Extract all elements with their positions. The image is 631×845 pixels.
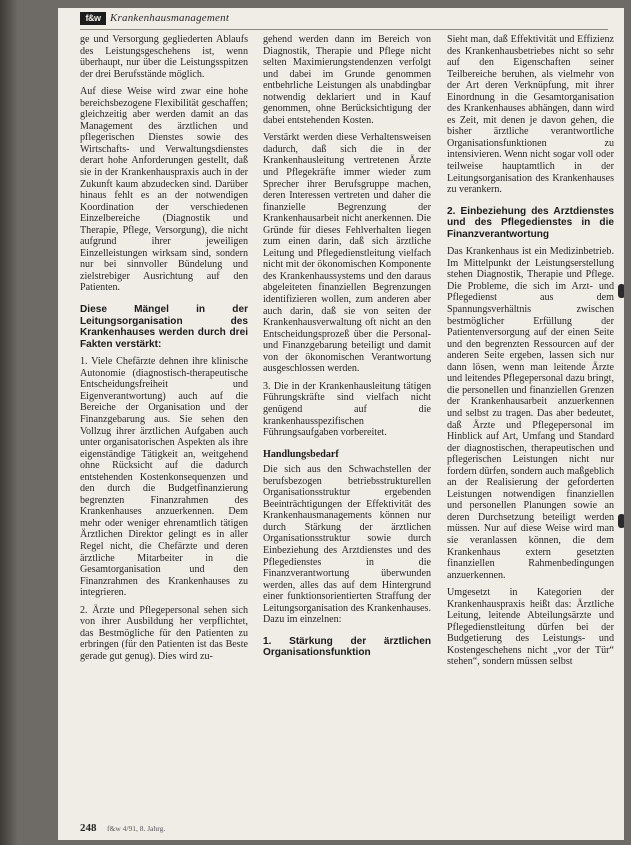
subsection-heading: 1. Stärkung der ärztlichen Organisationsfunktion	[263, 635, 431, 659]
text-column-3	[447, 34, 614, 674]
subsection-heading: 2. Einbeziehung des Arztdienstes und des Pflegedienstes in die Finanzverantwortung	[447, 205, 614, 240]
punch-hole-mark	[618, 514, 624, 528]
text-column-2	[263, 34, 431, 665]
paragraph: Verstärkt werden diese Verhaltensweisen dadurch, daß sich die in der Krankenhausleitung vertretenen Ärzte und Pflegekräfte immer wieder zum Sprecher ihrer Berufsgruppe machen, deren Interessen vertreten und daher die finanzielle Begrenzung der Krankenhausarbeit nicht anerkennen. Die Gründe für dieses Fehlverhalten liegen zum einen darin, daß sich ärztliche Leitung und Pflegedienstleitung vielfach nicht mit der ökonomischen Komponente des Krankenhaussystems und den daraus abgeleiteten finanziellen Begrenzungen identifizieren wollen, zum anderen aber auch darin, daß sie von seiten der Krankenhausverwaltung oft nicht an den Entscheidungsprozeß über die Personal- und Finanzgebarung beteiligt und damit von der ökonomischen Verantwortung ausgeschlossen werden.	[263, 132, 431, 375]
journal-reference: f&w 4/91, 8. Jahrg.	[107, 824, 166, 833]
paragraph: Die sich aus den Schwachstellen der berufsbezogen betriebsstrukturellen Organisationsstruktur ergebenden Beeinträchtigungen der Effektivität des Krankenhausmanagements können nur durch Stärkung der ärztlichen Organisationsstruktur sowie durch Einbeziehung des Arztdienstes und des Pflegedienstes in die Finanzverantwortung überwunden werden, alles das auf dem Hintergrund einer funktionsorientierten Straffung der Leitungsorganisation des Krankenhauses. Dazu im einzelnen:	[263, 464, 431, 626]
paragraph: Sieht man, daß Effektivität und Effizienz des Krankenhausbetriebes nicht so sehr auf den Eigenschaften seiner Teilbereiche beruhen, als vielmehr von der Art deren Verknüpfung, mit ihrer Einordnung in die Gesamtorganisation des Krankenhauses abhängen, dann wird es Zeit, mit denen je davon gehen, die bisher ärztliche verantwortliche Organisationsfunktionen zu intensivieren. Wenn nicht sogar voll oder teilweise hauptamtlich in der Leitungsorganisation des Krankenhauses zu verankern.	[447, 34, 614, 196]
paragraph: ge und Versorgung gegliederten Ablaufs des Leistungsgeschehens ist, wenn überhaupt, nur über die Leistungsspitzen der drei Berufsstände möglich.	[80, 34, 248, 80]
page-footer	[80, 822, 165, 834]
section-heading: Handlungsbedarf	[263, 448, 339, 460]
paragraph: 2. Ärzte und Pflegepersonal sehen sich von ihrer Ausbildung her verpflichtet, das Bestmögliche für den Patienten zu erbringen (für den Patienten ist das Beste gerade gut genug). Dies wird zu-	[80, 604, 248, 662]
page-edge-shadow	[0, 0, 18, 845]
document-page	[58, 8, 624, 840]
journal-logo: f&w	[80, 12, 106, 25]
paragraph: 1. Viele Chefärzte dehnen ihre klinische Autonomie (diagnostisch-therapeutische Entscheidungsfreiheit und Eigenverantwortung) auch auf die Bereiche der Organisation und der Finanzgebarung aus. Sie sehen den Vollzug ihrer ärztlichen Aufgaben auch unter organisatorischen Aspekten als ihre eigenständige Tätigkeit an, weitgehend ohne Rücksicht auf die dadurch entstehenden Kostenkonsequenzen und den durch die Budgetfinanzierung begrenzten Finanzrahmen des Krankenhauses anzuerkennen. Dem mehr oder weniger ehrenamtlich tätigen Ärztlichen Direktor gelingt es in aller Regel nicht, die Chefärzte und deren ärztliche Mitarbeiter in die Gesamtorganisation und den Finanzrahmen des Krankenhauses zu integrieren.	[80, 356, 248, 599]
punch-hole-mark	[618, 284, 624, 298]
paragraph: Das Krankenhaus ist ein Medizinbetrieb. Im Mittelpunkt der Leistungserstellung stehen Diagnostik, Therapie und Pflege. Die Probleme, die sich im Arzt- und Pflegedienst aus dem Spannungsverhältnis zwischen bestmöglicher Erfüllung der Patientenversorgung auf der einen Seite und den begrenzten Ressourcen auf der anderen Seite ergeben, lassen sich nur dann lösen, wenn man leitende Ärzte und leitendes Pflegepersonal dazu bringt, die personellen und finanziellen Grenzen der Krankenhausarbeit anzuerkennen und selbst zu tragen. Das aber bedeutet, daß Ärzte und Pflegepersonal im Hinblick auf Art, Umfang und Standard der diagnostischen, therapeutischen und pflegerischen Leistungen nicht nur fordern dürfen, sondern auch maßgeblich an der Realisierung der geforderten Leistungen notwendigen finanziellen und personellen Planungen sowie an deren Durchsetzung beteiligt werden müssen. Nur auf diese Weise wird man sie veranlassen können, die dem Krankenhaus extern gesetzten finanziellen Rahmenbedingungen anzuerkennen.	[447, 246, 614, 581]
paragraph: gehend werden dann im Bereich von Diagnostik, Therapie und Pflege nicht selten Maximierungstendenzen verfolgt und dabei im Grunde genommen entbehrliche Leistungen als unabdingbar notwendig deklariert und in Kauf genommen, ohne Berücksichtigung der dabei entstehenden Kosten.	[263, 34, 431, 126]
text-column-1	[80, 34, 248, 668]
section-heading: Diese Mängel in der Leitungsorganisation des Krankenhauses werden durch drei Fakten verstärkt:	[80, 304, 248, 350]
paragraph: Auf diese Weise wird zwar eine hohe bereichsbezogene Flexibilität geschaffen; gleichzeitig aber werden damit an das Management des ärztlichen und pflegerischen Dienstes sowie des Wirtschafts- und Verwaltungsdienstes derart hohe Anforderungen gestellt, daß sie in der Krankenhauspraxis auch in der Zukunft kaum abzudecken sind. Darüber hinaus fehlt es an der notwendigen Koordination der verschiedenen Einzelbereiche (Diagnostik und Therapie, Pflege, Versorgung), die nicht aufgrund ihrer jeweiligen Einzelleistungen wirksam sind, sondern nur bei sinnvoller Bündelung und zielstrebiger Ausrichtung auf den Patienten.	[80, 86, 248, 294]
paragraph: Umgesetzt in Kategorien der Krankenhauspraxis heißt das: Ärztliche Leitung, leitende Abteilungsärzte und Pflegedienstleitung dürfen bei der Budgetierung des Leistungs- und Kostengeschehens nicht „vor der Tür“ stehen“, sondern müssen selbst	[447, 587, 614, 668]
section-title: Krankenhausmanagement	[110, 12, 230, 24]
paragraph: 3. Die in der Krankenhausleitung tätigen Führungskräfte sind vielfach nicht genügend auf die krankenhausspezifischen Führungsaufgaben vorbereitet.	[263, 380, 431, 439]
page-header	[80, 12, 608, 30]
page-number: 248	[80, 822, 97, 834]
